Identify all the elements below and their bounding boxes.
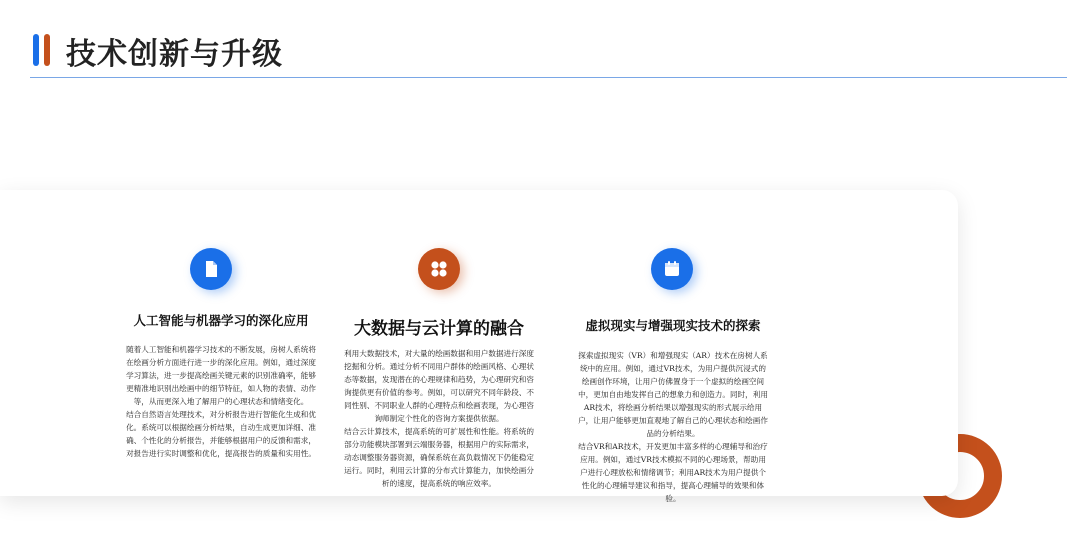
feature-paragraph: 结合云计算技术，提高系统的可扩展性和性能。将系统的部分功能模块部署到云端服务器，根据用户的实际需求，动态调整服务器资源，确保系统在高负载情况下仍能稳定运行。同时，利用云计算的分布式计算能力，加快绘画分析的速度，提高系统的响应效率。 xyxy=(344,427,534,488)
feature-body xyxy=(344,347,534,490)
feature-body xyxy=(126,343,316,460)
document-icon xyxy=(190,248,232,290)
title-divider xyxy=(30,77,1067,78)
feature-paragraph: 利用大数据技术，对大量的绘画数据和用户数据进行深度挖掘和分析。通过分析不同用户群体的绘画风格、心理状态等数据，发现潜在的心理规律和趋势，为心理研究和咨询提供更有价值的参考。例如，可以研究不同年龄段、不同性别、不同职业人群的心理特点和绘画表现，为心理咨询师制定个性化的咨询方案提供依据。 xyxy=(344,349,534,423)
feature-paragraph: 结合自然语言处理技术，对分析报告进行智能化生成和优化。系统可以根据绘画分析结果，自动生成更加详细、准确、个性化的分析报告，并能够根据用户的反馈和需求，对报告进行实时调整和优化，提高报告的质量和实用性。 xyxy=(126,410,316,458)
feature-paragraph: 随着人工智能和机器学习技术的不断发展，房树人系统将在绘画分析方面进行进一步的深化应用。例如，通过深度学习算法，进一步提高绘画关键元素的识别准确率，能够更精准地识别出绘画中的细节特征，如人物的表情、动作等，从而更深入地了解用户的心理状态和情绪变化。 xyxy=(126,345,316,406)
feature-body xyxy=(578,349,768,505)
feature-title: 人工智能与机器学习的深化应用 xyxy=(133,313,309,328)
title-accent-bar-orange xyxy=(44,34,50,66)
feature-title: 虚拟现实与增强现实技术的探索 xyxy=(585,318,761,333)
feature-paragraph: 结合VR和AR技术，开发更加丰富多样的心理辅导和治疗应用。例如，通过VR技术模拟不同的心理场景，帮助用户进行心理放松和情绪调节；利用AR技术为用户提供个性化的心理辅导建议和指导，提高心理辅导的效果和体验。 xyxy=(578,442,768,503)
feature-paragraph: 探索虚拟现实（VR）和增强现实（AR）技术在房树人系统中的应用。例如，通过VR技术，为用户提供沉浸式的绘画创作环境，让用户仿佛置身于一个虚拟的绘画空间中，更加自由地发挥自己的想象力和创造力。同时，利用AR技术，将绘画分析结果以增强现实的形式展示给用户，让用户能够更加直观地了解自己的心理状态和绘画作品的分析结果。 xyxy=(578,351,768,438)
feature-title: 大数据与云计算的融合 xyxy=(354,319,524,339)
title-accent-bar-blue xyxy=(33,34,39,66)
title-accent-bars xyxy=(33,34,53,66)
page-title: 技术创新与升级 xyxy=(66,37,283,72)
calendar-icon xyxy=(651,248,693,290)
grid-icon xyxy=(418,248,460,290)
